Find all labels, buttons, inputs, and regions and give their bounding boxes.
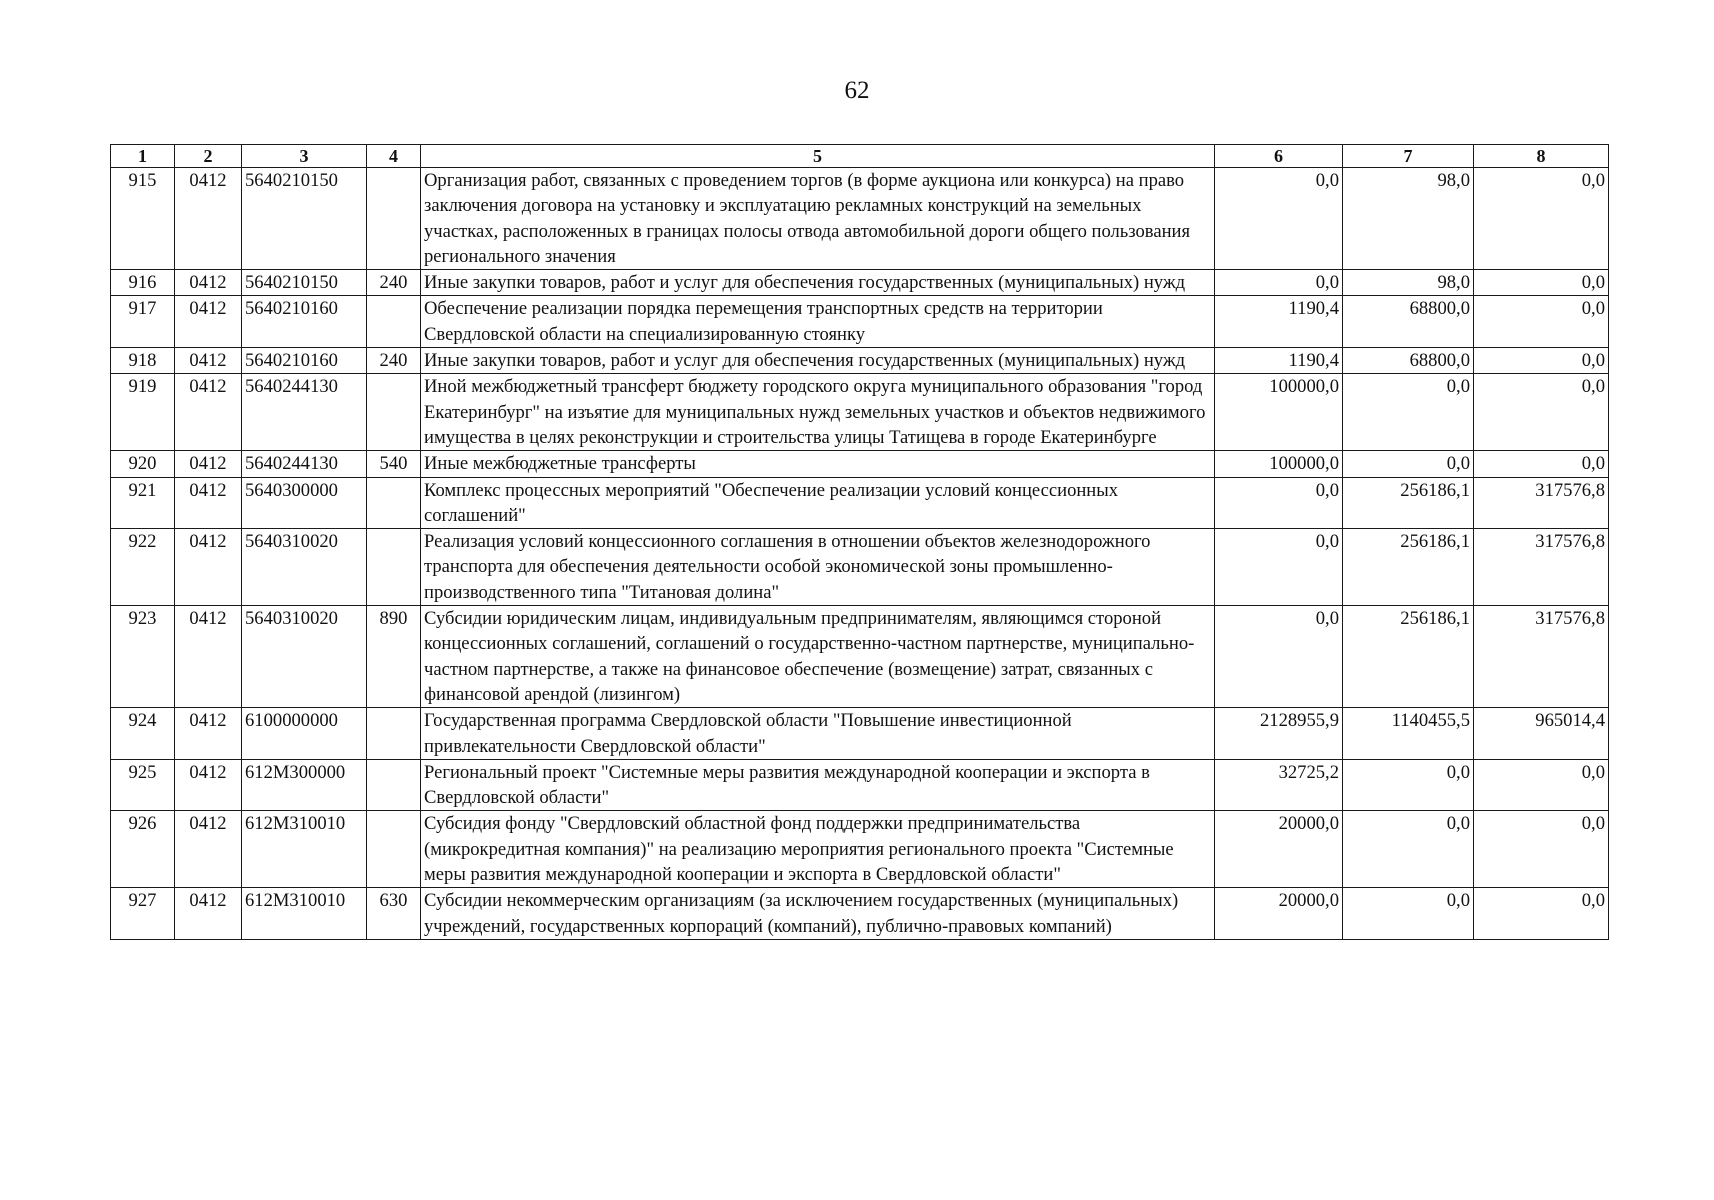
column-header: 5 xyxy=(421,145,1215,168)
amount-column-6: 20000,0 xyxy=(1215,888,1343,940)
amount-column-8: 0,0 xyxy=(1474,270,1609,296)
amount-column-7: 68800,0 xyxy=(1343,296,1474,348)
row-number: 925 xyxy=(111,759,175,811)
row-description: Региональный проект "Системные меры развития международной кооперации и экспорта в Свердловской области" xyxy=(421,759,1215,811)
amount-column-8: 0,0 xyxy=(1474,888,1609,940)
table-row xyxy=(111,888,1609,940)
section-code: 0412 xyxy=(175,270,242,296)
row-description: Обеспечение реализации порядка перемещения транспортных средств на территории Свердловской области на специализированную стоянку xyxy=(421,296,1215,348)
amount-column-7: 0,0 xyxy=(1343,374,1474,451)
table-row xyxy=(111,708,1609,760)
row-number: 923 xyxy=(111,606,175,708)
table-row xyxy=(111,270,1609,296)
amount-column-6: 1190,4 xyxy=(1215,296,1343,348)
row-number: 922 xyxy=(111,529,175,606)
amount-column-8: 0,0 xyxy=(1474,759,1609,811)
section-code: 0412 xyxy=(175,296,242,348)
row-number: 919 xyxy=(111,374,175,451)
row-number: 927 xyxy=(111,888,175,940)
column-header: 7 xyxy=(1343,145,1474,168)
amount-column-6: 1190,4 xyxy=(1215,348,1343,374)
row-description: Реализация условий концессионного соглашения в отношении объектов железнодорожного транспорта для обеспечения деятельности особой экономической зоны промышленно-производственного типа "Титановая долина" xyxy=(421,529,1215,606)
amount-column-8: 0,0 xyxy=(1474,348,1609,374)
amount-column-7: 0,0 xyxy=(1343,759,1474,811)
section-code: 0412 xyxy=(175,708,242,760)
amount-column-6: 0,0 xyxy=(1215,270,1343,296)
row-description: Иные закупки товаров, работ и услуг для обеспечения государственных (муниципальных) нужд xyxy=(421,270,1215,296)
row-number: 920 xyxy=(111,451,175,477)
row-number: 921 xyxy=(111,477,175,529)
amount-column-7: 68800,0 xyxy=(1343,348,1474,374)
amount-column-8: 0,0 xyxy=(1474,168,1609,270)
table-row xyxy=(111,759,1609,811)
column-header: 2 xyxy=(175,145,242,168)
amount-column-6: 0,0 xyxy=(1215,477,1343,529)
row-number: 926 xyxy=(111,811,175,888)
amount-column-7: 0,0 xyxy=(1343,451,1474,477)
target-article-code: 5640210150 xyxy=(242,270,367,296)
expense-type-code: 890 xyxy=(367,606,421,708)
header-row xyxy=(111,145,1609,168)
amount-column-8: 0,0 xyxy=(1474,296,1609,348)
amount-column-8: 317576,8 xyxy=(1474,477,1609,529)
table-row xyxy=(111,168,1609,270)
expense-type-code xyxy=(367,477,421,529)
amount-column-6: 0,0 xyxy=(1215,529,1343,606)
target-article-code: 5640310020 xyxy=(242,606,367,708)
target-article-code: 5640244130 xyxy=(242,374,367,451)
expense-type-code xyxy=(367,374,421,451)
row-number: 916 xyxy=(111,270,175,296)
amount-column-8: 0,0 xyxy=(1474,451,1609,477)
amount-column-6: 100000,0 xyxy=(1215,374,1343,451)
amount-column-6: 0,0 xyxy=(1215,606,1343,708)
amount-column-7: 0,0 xyxy=(1343,888,1474,940)
section-code: 0412 xyxy=(175,477,242,529)
amount-column-8: 0,0 xyxy=(1474,811,1609,888)
section-code: 0412 xyxy=(175,348,242,374)
section-code: 0412 xyxy=(175,374,242,451)
expense-type-code: 240 xyxy=(367,348,421,374)
target-article-code: 612М310010 xyxy=(242,888,367,940)
row-description: Государственная программа Свердловской области "Повышение инвестиционной привлекательности Свердловской области" xyxy=(421,708,1215,760)
target-article-code: 612М300000 xyxy=(242,759,367,811)
table-row xyxy=(111,811,1609,888)
amount-column-6: 0,0 xyxy=(1215,168,1343,270)
budget-table xyxy=(110,144,1609,940)
expense-type-code xyxy=(367,708,421,760)
row-description: Организация работ, связанных с проведением торгов (в форме аукциона или конкурса) на право заключения договора на установку и эксплуатацию рекламных конструкций на земельных участках, расположенных в границах полосы отвода автомобильной дороги общего пользования регионального значения xyxy=(421,168,1215,270)
expense-type-code xyxy=(367,168,421,270)
section-code: 0412 xyxy=(175,606,242,708)
row-description: Иные закупки товаров, работ и услуг для обеспечения государственных (муниципальных) нужд xyxy=(421,348,1215,374)
amount-column-7: 256186,1 xyxy=(1343,606,1474,708)
target-article-code: 5640244130 xyxy=(242,451,367,477)
row-description: Субсидии юридическим лицам, индивидуальным предпринимателям, являющимся стороной концессионных соглашений, соглашений о государственно-частном партнерстве, муниципально-частном партнерстве, а также на финансовое обеспечение (возмещение) затрат, связанных с финансовой арендой (лизингом) xyxy=(421,606,1215,708)
expense-type-code: 630 xyxy=(367,888,421,940)
row-number: 915 xyxy=(111,168,175,270)
row-description: Иные межбюджетные трансферты xyxy=(421,451,1215,477)
row-description: Иной межбюджетный трансферт бюджету городского округа муниципального образования "город Екатеринбург" на изъятие для муниципальных нужд земельных участков и объектов недвижимого имущества в целях реконструкции и строительства улицы Татищева в городе Екатеринбурге xyxy=(421,374,1215,451)
amount-column-8: 0,0 xyxy=(1474,374,1609,451)
amount-column-8: 317576,8 xyxy=(1474,529,1609,606)
amount-column-7: 256186,1 xyxy=(1343,477,1474,529)
row-description: Субсидии некоммерческим организациям (за исключением государственных (муниципальных) учреждений, государственных корпораций (компаний), публично-правовых компаний) xyxy=(421,888,1215,940)
amount-column-7: 256186,1 xyxy=(1343,529,1474,606)
section-code: 0412 xyxy=(175,888,242,940)
target-article-code: 5640210160 xyxy=(242,296,367,348)
target-article-code: 612М310010 xyxy=(242,811,367,888)
target-article-code: 5640210150 xyxy=(242,168,367,270)
amount-column-7: 98,0 xyxy=(1343,270,1474,296)
column-header: 1 xyxy=(111,145,175,168)
table-row xyxy=(111,529,1609,606)
amount-column-8: 317576,8 xyxy=(1474,606,1609,708)
expense-type-code xyxy=(367,811,421,888)
amount-column-6: 2128955,9 xyxy=(1215,708,1343,760)
table-body xyxy=(111,168,1609,940)
target-article-code: 5640300000 xyxy=(242,477,367,529)
section-code: 0412 xyxy=(175,451,242,477)
table-row xyxy=(111,606,1609,708)
expense-type-code xyxy=(367,296,421,348)
amount-column-7: 98,0 xyxy=(1343,168,1474,270)
table-row xyxy=(111,296,1609,348)
target-article-code: 5640310020 xyxy=(242,529,367,606)
expense-type-code: 240 xyxy=(367,270,421,296)
row-number: 918 xyxy=(111,348,175,374)
section-code: 0412 xyxy=(175,811,242,888)
row-number: 917 xyxy=(111,296,175,348)
table-row xyxy=(111,477,1609,529)
target-article-code: 5640210160 xyxy=(242,348,367,374)
table-row xyxy=(111,348,1609,374)
amount-column-7: 1140455,5 xyxy=(1343,708,1474,760)
expense-type-code xyxy=(367,529,421,606)
row-description: Комплекс процессных мероприятий "Обеспечение реализации условий концессионных соглашений" xyxy=(421,477,1215,529)
amount-column-8: 965014,4 xyxy=(1474,708,1609,760)
expense-type-code: 540 xyxy=(367,451,421,477)
table-row xyxy=(111,451,1609,477)
page-number: 62 xyxy=(844,77,870,104)
section-code: 0412 xyxy=(175,168,242,270)
column-header: 4 xyxy=(367,145,421,168)
column-header: 8 xyxy=(1474,145,1609,168)
amount-column-6: 100000,0 xyxy=(1215,451,1343,477)
column-header: 3 xyxy=(242,145,367,168)
table-row xyxy=(111,374,1609,451)
target-article-code: 6100000000 xyxy=(242,708,367,760)
section-code: 0412 xyxy=(175,529,242,606)
row-description: Субсидия фонду "Свердловский областной фонд поддержки предпринимательства (микрокредитная компания)" на реализацию мероприятия регионального проекта "Системные меры развития международной кооперации и экспорта в Свердловской области" xyxy=(421,811,1215,888)
expense-type-code xyxy=(367,759,421,811)
amount-column-7: 0,0 xyxy=(1343,811,1474,888)
amount-column-6: 20000,0 xyxy=(1215,811,1343,888)
column-header: 6 xyxy=(1215,145,1343,168)
amount-column-6: 32725,2 xyxy=(1215,759,1343,811)
row-number: 924 xyxy=(111,708,175,760)
section-code: 0412 xyxy=(175,759,242,811)
